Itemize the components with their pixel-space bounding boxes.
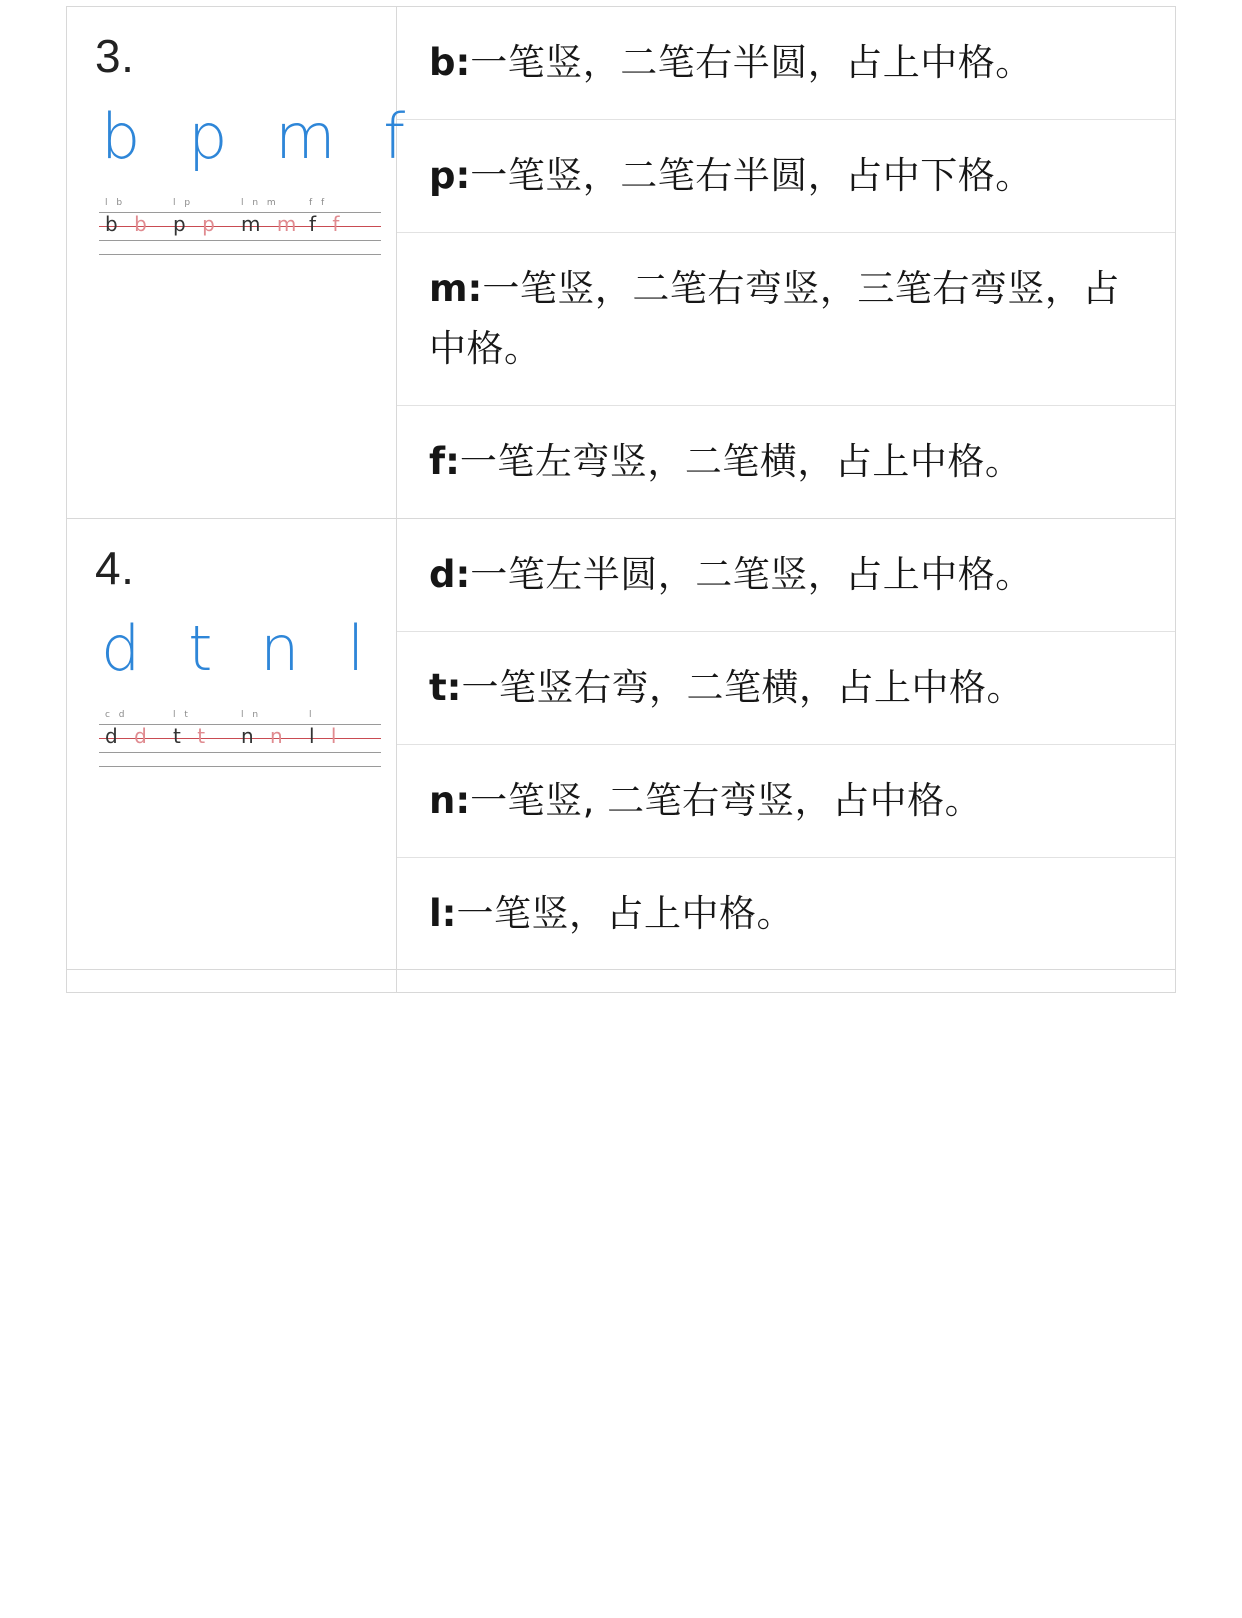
trace-light: p [202, 212, 220, 237]
group-row-4 [67, 519, 1175, 971]
entry-text: 一笔竖，二笔右弯竖，三笔右弯竖，占中格。 [429, 266, 1120, 370]
trace-dark: l [309, 723, 320, 748]
group-3-entries [397, 7, 1175, 518]
stroke-entry [397, 120, 1175, 233]
trace-light: l [330, 723, 342, 748]
grid-trace [241, 723, 309, 748]
four-line-grid [99, 198, 381, 254]
grid-hint: c d [105, 709, 128, 720]
grid-trace [309, 723, 377, 748]
stroke-entry [397, 745, 1175, 858]
grid-hint-row [105, 198, 387, 208]
stroke-entry [397, 406, 1175, 518]
trace-light: m [276, 212, 302, 237]
grid-trace [241, 212, 309, 237]
grid-hint: l b [105, 198, 126, 209]
entry-letter: l: [429, 891, 457, 935]
grid-trace [173, 723, 241, 748]
entry-letter: m: [429, 266, 483, 310]
trace-dark: f [309, 212, 322, 237]
grid-hint: l [309, 709, 315, 720]
trace-light: d [134, 723, 152, 748]
group-row-3 [67, 7, 1175, 519]
entry-text: 一笔竖，二笔右半圆，占上中格。 [470, 41, 1033, 84]
trace-light: b [134, 212, 152, 237]
entry-text: 一笔左弯竖，二笔横，占上中格。 [459, 439, 1023, 483]
grid-hint: l n m [241, 198, 279, 209]
trace-dark: n [241, 723, 259, 748]
grid-trace-row [105, 212, 387, 237]
trace-dark: p [173, 212, 191, 237]
entry-letter: p: [429, 153, 471, 197]
stroke-entry [397, 858, 1175, 970]
grid-trace [105, 723, 173, 748]
grid-line-baseline [99, 240, 381, 241]
stroke-entry [397, 233, 1175, 406]
grid-hint: f f [309, 198, 328, 209]
next-group-left-cell [67, 970, 397, 992]
four-line-grid [99, 710, 381, 766]
grid-trace-row [105, 723, 387, 748]
grid-line-bottom [99, 766, 381, 767]
group-3-left-cell [67, 7, 420, 518]
entry-letter: d: [429, 552, 471, 596]
entry-letter: t: [429, 665, 462, 709]
stroke-entry [397, 632, 1175, 745]
next-group-right-cell [397, 970, 1175, 992]
trace-light: n [270, 723, 288, 748]
entry-letter: f: [429, 439, 460, 483]
trace-dark: t [173, 723, 186, 748]
group-4-left-cell [67, 519, 397, 970]
grid-line-bottom [99, 254, 381, 255]
entry-text: 一笔竖, 二笔右弯竖，占中格。 [470, 778, 983, 822]
trace-dark: b [105, 212, 123, 237]
entry-text: 一笔竖，占上中格。 [456, 891, 794, 935]
grid-hint-row [105, 710, 387, 720]
stroke-entry [397, 7, 1175, 120]
group-letters: d t n l [101, 611, 379, 685]
group-4-entries [397, 519, 1175, 970]
grid-trace [309, 212, 377, 237]
trace-dark: d [105, 723, 123, 748]
group-number: 3. [95, 30, 135, 82]
stroke-entry [397, 519, 1175, 632]
group-number: 4. [95, 541, 135, 594]
entry-text: 一笔竖右弯，二笔横，占上中格。 [461, 665, 1024, 709]
trace-light: t [197, 723, 211, 748]
grid-line-baseline [99, 752, 381, 753]
trace-dark: m [241, 212, 266, 237]
entry-letter: n: [429, 778, 471, 822]
grid-trace [105, 212, 173, 237]
grid-hint: l p [173, 198, 194, 209]
grid-hint: l n [241, 709, 262, 720]
next-group-partial-row [67, 970, 1175, 993]
group-letters: b p m f [101, 100, 420, 173]
grid-hint: l t [173, 709, 191, 720]
grid-trace [173, 212, 241, 237]
pinyin-table [66, 6, 1176, 993]
entry-letter: b: [429, 41, 471, 84]
entry-text: 一笔左半圆，二笔竖，占上中格。 [470, 552, 1033, 596]
entry-text: 一笔竖，二笔右半圆，占中下格。 [470, 153, 1033, 197]
trace-light: f [332, 212, 345, 237]
